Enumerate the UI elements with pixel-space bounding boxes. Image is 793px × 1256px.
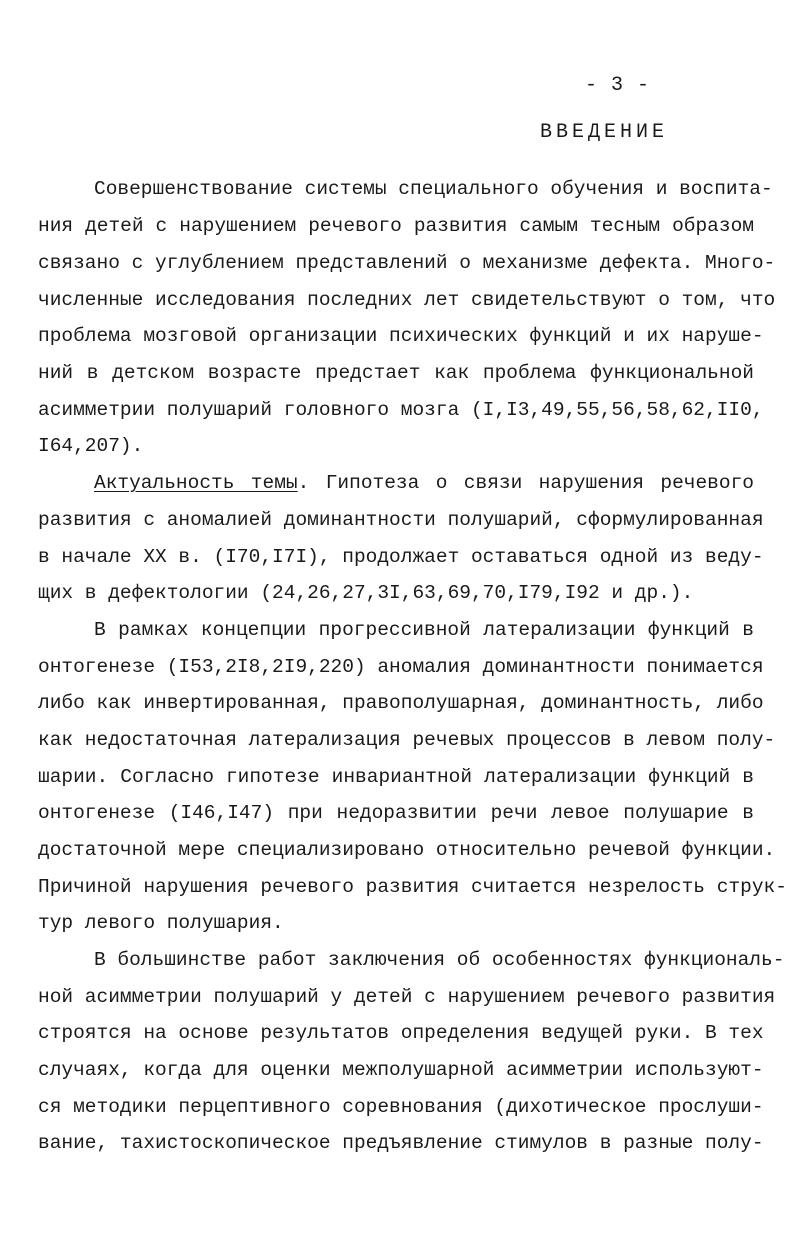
section-heading: ВВЕДЕНИЕ — [539, 121, 668, 144]
paragraph-4-line-2: ной асимметрии полушарий у детей с нарушением речевого развития — [38, 986, 776, 1008]
paragraph-2-line-4: щих в дефектологии (24,26,27,3I,63,69,70,I79,I92 и др.). — [38, 582, 694, 604]
paragraph-1-line-1: Совершенствование системы специального обучения и воспита- — [94, 178, 773, 200]
paragraph-4-line-5: ся методики перцептивного соревнования (дихотическое прослуши- — [38, 1096, 764, 1118]
paragraph-3-line-9: тур левого полушария. — [38, 912, 284, 934]
paragraph-1-line-5: проблема мозговой организации психических функций и их наруше- — [38, 325, 764, 347]
paragraph-1-line-2: ния детей с нарушением речевого развития самым тесным образом — [38, 215, 754, 237]
paragraph-2-line-1 — [94, 471, 754, 497]
paragraph-1-line-4: численные исследования последних лет свидетельствуют о том, что — [38, 289, 776, 311]
paragraph-3-line-4: как недостаточная латерализация речевых процессов в левом полу- — [38, 729, 776, 751]
paragraph-2-line-2: развития с аномалией доминантности полушарий, сформулированная — [38, 509, 764, 531]
paragraph-3-line-2: онтогенезе (I53,2I8,2I9,220) аномалия доминантности понимается — [38, 656, 764, 678]
paragraph-4-line-1: В большинстве работ заключения об особенностях функциональ- — [94, 949, 785, 971]
paragraph-1-line-3: связано с углублением представлений о механизме дефекта. Много- — [38, 252, 776, 274]
topic-relevance-term: Актуальность темы — [94, 472, 298, 494]
paragraph-3-line-3: либо как инвертированная, правополушарная, доминантность, либо — [38, 692, 764, 714]
paragraph-3-line-8: Причиной нарушения речевого развития считается незрелость струк- — [38, 876, 787, 898]
paragraph-4-line-4: случаях, когда для оценки межполушарной асимметрии используют- — [38, 1059, 764, 1081]
paragraph-3-line-1: В рамках концепции прогрессивной латерализации функций в — [94, 619, 754, 641]
paragraph-1-line-8: I64,207). — [38, 435, 144, 457]
paragraph-2-line-1-rest: . Гипотеза о связи нарушения речевого — [297, 472, 754, 494]
paragraph-2-line-3: в начале XX в. (I70,I7I), продолжает оставаться одной из веду- — [38, 546, 764, 568]
paragraph-3-line-5: шарии. Согласно гипотезе инвариантной латерализации функций в — [38, 766, 754, 788]
paragraph-3-line-7: достаточной мере специализировано относительно речевой функции. — [38, 839, 776, 861]
paragraph-4-line-6: вание, тахистоскопическое предъявление стимулов в разные полу- — [38, 1132, 764, 1154]
paragraph-3-line-6: онтогенезе (I46,I47) при недоразвитии речи левое полушарие в — [38, 802, 754, 824]
page-number: - 3 - — [584, 74, 650, 97]
paragraph-1-line-7: асимметрии полушарий головного мозга (I,I3,49,55,56,58,62,II0, — [38, 399, 764, 421]
paragraph-4-line-3: строятся на основе результатов определения ведущей руки. В тех — [38, 1022, 764, 1044]
paragraph-1-line-6: ний в детском возрасте предстает как проблема функциональной — [38, 362, 754, 384]
